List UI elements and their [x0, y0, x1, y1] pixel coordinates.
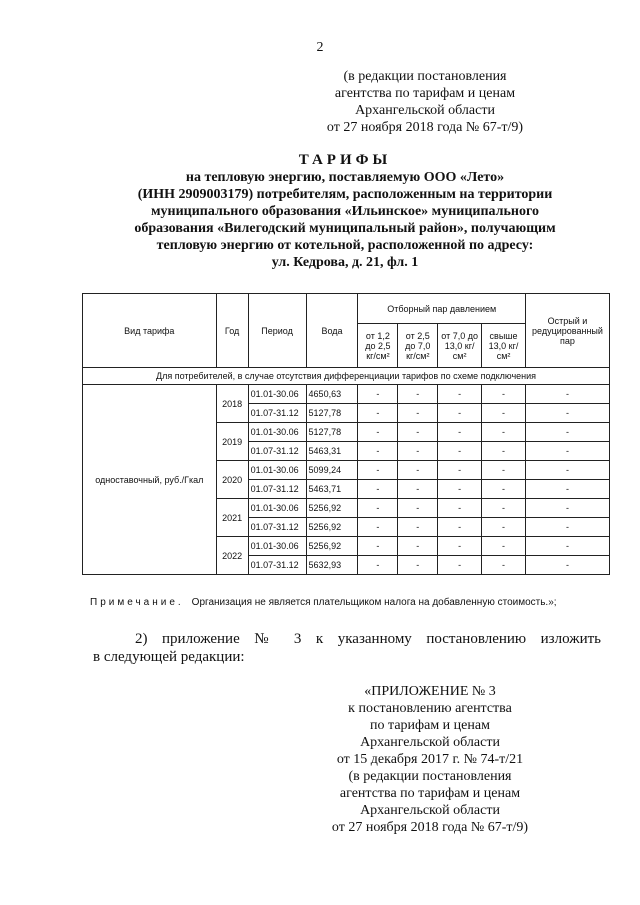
empty-tariff-cell: -: [526, 480, 610, 499]
year-cell: 2021: [216, 499, 248, 537]
empty-tariff-cell: -: [438, 442, 482, 461]
period-cell: 01.01-30.06: [248, 385, 306, 404]
water-tariff-cell: 5256,92: [306, 499, 358, 518]
empty-tariff-cell: -: [358, 480, 398, 499]
empty-tariff-cell: -: [482, 537, 526, 556]
paragraph-line: в следующей редакции:: [93, 649, 245, 665]
empty-tariff-cell: -: [526, 556, 610, 575]
title-line: образования «Вилегодский муниципальный район», получающим: [134, 221, 556, 236]
appendix-line: по тарифам и ценам: [370, 718, 490, 733]
empty-tariff-cell: -: [438, 461, 482, 480]
edition-note: [300, 68, 550, 136]
empty-tariff-cell: -: [438, 385, 482, 404]
empty-tariff-cell: -: [398, 442, 438, 461]
period-cell: 01.07-31.12: [248, 442, 306, 461]
appendix-line: от 15 декабря 2017 г. № 74-т/21: [336, 752, 524, 767]
water-tariff-cell: 5632,93: [306, 556, 358, 575]
header-steam-3: от 7,0 до 13,0 кг/см²: [438, 324, 482, 368]
header-steam-4: свыше 13,0 кг/см²: [482, 324, 526, 368]
empty-tariff-cell: -: [482, 423, 526, 442]
amendment-paragraph: [93, 630, 601, 666]
edition-line: Архангельской области: [355, 103, 495, 118]
empty-tariff-cell: -: [358, 404, 398, 423]
empty-tariff-cell: -: [358, 442, 398, 461]
paragraph-line: 2) приложение № 3 к указанному постановлению изложить: [135, 631, 601, 647]
empty-tariff-cell: -: [398, 385, 438, 404]
period-cell: 01.07-31.12: [248, 404, 306, 423]
empty-tariff-cell: -: [398, 518, 438, 537]
empty-tariff-cell: -: [482, 442, 526, 461]
appendix-line: Архангельской области: [360, 735, 500, 750]
footnote: [90, 597, 557, 608]
empty-tariff-cell: -: [526, 442, 610, 461]
year-cell: 2019: [216, 423, 248, 461]
water-tariff-cell: 5256,92: [306, 537, 358, 556]
title-line: ул. Кедрова, д. 21, фл. 1: [271, 255, 419, 270]
appendix-line: от 27 ноября 2018 года № 67-т/9): [331, 820, 529, 835]
page-number: 2: [316, 40, 324, 55]
empty-tariff-cell: -: [482, 404, 526, 423]
period-cell: 01.07-31.12: [248, 518, 306, 537]
empty-tariff-cell: -: [526, 499, 610, 518]
title-heading: ТАРИФЫ: [298, 152, 392, 168]
tariff-table: [82, 293, 610, 575]
empty-tariff-cell: -: [358, 518, 398, 537]
water-tariff-cell: 5463,31: [306, 442, 358, 461]
empty-tariff-cell: -: [398, 461, 438, 480]
header-steam-1: от 1,2 до 2,5 кг/см²: [358, 324, 398, 368]
footnote-text: Организация не является плательщиком налога на добавленную стоимость.»;: [191, 597, 557, 608]
period-cell: 01.01-30.06: [248, 499, 306, 518]
empty-tariff-cell: -: [358, 499, 398, 518]
period-cell: 01.01-30.06: [248, 537, 306, 556]
empty-tariff-cell: -: [438, 537, 482, 556]
document-title: [90, 152, 600, 271]
header-steam-2: от 2,5 до 7,0 кг/см²: [398, 324, 438, 368]
empty-tariff-cell: -: [482, 499, 526, 518]
period-cell: 01.01-30.06: [248, 461, 306, 480]
empty-tariff-cell: -: [358, 423, 398, 442]
empty-tariff-cell: -: [438, 404, 482, 423]
empty-tariff-cell: -: [482, 556, 526, 575]
period-cell: 01.07-31.12: [248, 480, 306, 499]
empty-tariff-cell: -: [526, 423, 610, 442]
appendix-header: [305, 683, 555, 836]
water-tariff-cell: 5463,71: [306, 480, 358, 499]
period-cell: 01.01-30.06: [248, 423, 306, 442]
empty-tariff-cell: -: [438, 518, 482, 537]
edition-line: (в редакции постановления: [343, 69, 507, 84]
title-line: муниципального образования «Ильинское» муниципального: [151, 204, 539, 219]
header-period: Период: [248, 294, 306, 368]
water-tariff-cell: 5127,78: [306, 423, 358, 442]
header-year: Год: [216, 294, 248, 368]
empty-tariff-cell: -: [358, 537, 398, 556]
empty-tariff-cell: -: [526, 518, 610, 537]
empty-tariff-cell: -: [358, 385, 398, 404]
year-cell: 2020: [216, 461, 248, 499]
water-tariff-cell: 5256,92: [306, 518, 358, 537]
header-sharp-steam: Острый и редуцированный пар: [526, 294, 610, 368]
tariff-type-cell: одноставочный, руб./Гкал: [83, 385, 217, 575]
empty-tariff-cell: -: [526, 461, 610, 480]
title-line: на тепловую энергию, поставляемую ООО «Лето»: [185, 170, 505, 185]
header-type: Вид тарифа: [83, 294, 217, 368]
water-tariff-cell: 5099,24: [306, 461, 358, 480]
empty-tariff-cell: -: [398, 423, 438, 442]
empty-tariff-cell: -: [482, 461, 526, 480]
empty-tariff-cell: -: [398, 556, 438, 575]
table-row: [83, 385, 610, 404]
year-cell: 2018: [216, 385, 248, 423]
empty-tariff-cell: -: [526, 385, 610, 404]
year-cell: 2022: [216, 537, 248, 575]
title-line: (ИНН 2909003179) потребителям, расположенным на территории: [137, 187, 553, 202]
empty-tariff-cell: -: [398, 404, 438, 423]
group-label: Для потребителей, в случае отсутствия дифференциации тарифов по схеме подключения: [83, 368, 610, 385]
header-steam-group: Отборный пар давлением: [358, 294, 526, 324]
period-cell: 01.07-31.12: [248, 556, 306, 575]
empty-tariff-cell: -: [438, 480, 482, 499]
empty-tariff-cell: -: [398, 499, 438, 518]
empty-tariff-cell: -: [526, 537, 610, 556]
title-line: тепловую энергию от котельной, расположенной по адресу:: [156, 238, 534, 253]
appendix-line: (в редакции постановления: [348, 769, 512, 784]
empty-tariff-cell: -: [358, 556, 398, 575]
empty-tariff-cell: -: [438, 556, 482, 575]
appendix-line: Архангельской области: [360, 803, 500, 818]
footnote-label: Примечание.: [90, 597, 184, 608]
header-water: Вода: [306, 294, 358, 368]
empty-tariff-cell: -: [482, 518, 526, 537]
appendix-line: «ПРИЛОЖЕНИЕ № 3: [364, 684, 496, 699]
empty-tariff-cell: -: [398, 480, 438, 499]
empty-tariff-cell: -: [398, 537, 438, 556]
edition-line: от 27 ноября 2018 года № 67-т/9): [326, 120, 524, 135]
water-tariff-cell: 4650,63: [306, 385, 358, 404]
appendix-line: к постановлению агентства: [348, 701, 512, 716]
edition-line: агентства по тарифам и ценам: [334, 86, 516, 101]
water-tariff-cell: 5127,78: [306, 404, 358, 423]
empty-tariff-cell: -: [358, 461, 398, 480]
empty-tariff-cell: -: [482, 480, 526, 499]
appendix-line: агентства по тарифам и ценам: [339, 786, 521, 801]
empty-tariff-cell: -: [482, 385, 526, 404]
empty-tariff-cell: -: [526, 404, 610, 423]
empty-tariff-cell: -: [438, 423, 482, 442]
empty-tariff-cell: -: [438, 499, 482, 518]
